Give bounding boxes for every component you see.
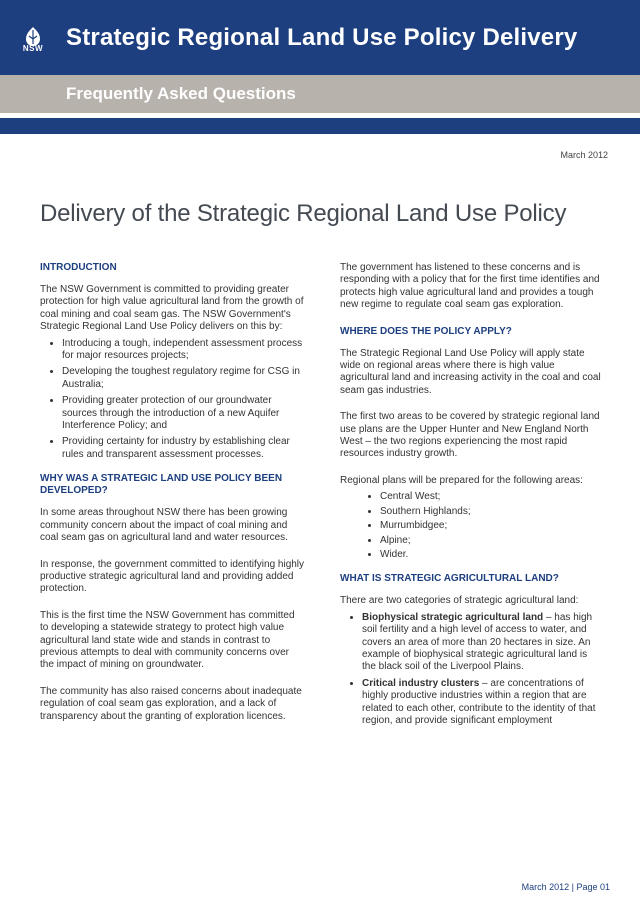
paragraph: The first two areas to be covered by strategic regional land use plans are the Upper Hunter and New England North West – the two regions experiencing the most rapid resources industry growth.	[340, 411, 600, 460]
page-footer: March 2012 | Page 01	[521, 882, 610, 892]
document-date: March 2012	[560, 150, 608, 160]
subtitle-bar	[0, 75, 640, 113]
regions-list	[340, 491, 602, 561]
document-series-title: Strategic Regional Land Use Policy Delivery	[66, 24, 578, 51]
list-item: • Developing the toughest regulatory regime for CSG in Australia;	[62, 366, 305, 391]
list-item: • Introducing a tough, independent assessment process for major resources projects;	[62, 338, 305, 363]
list-item: • Southern Highlands;	[380, 506, 602, 518]
list-item: • Murrumbidgee;	[380, 520, 602, 532]
category-text: – has high soil fertility and a high level of access to water, and covers an area of more than 20 hectares in size. An example of biophysical strategic agricultural land is the black soil of the Liverpool Plains.	[362, 611, 593, 673]
list-item: • Central West;	[380, 491, 602, 503]
document-subtitle: Frequently Asked Questions	[66, 84, 296, 103]
paragraph: This is the first time the NSW Government has committed to developing a statewide strategy to protect high value agricultural land state wide and stands in contrast to previous attempts to deal with community concerns over the impact of mining on groundwater.	[40, 609, 295, 671]
section-heading-introduction: INTRODUCTION	[40, 262, 117, 273]
intro-paragraph: The NSW Government is committed to providing greater protection for high value agricultural land from the growth of coal mining and coal seam gas. The NSW Government's Strategic Regional Land Use Policy delivers on this by:	[40, 284, 304, 333]
blue-divider-stripe	[0, 118, 640, 134]
category-text: – are concentrations of highly productive industries within a region that are related to each other, contribute to the identity of that region, and provide significant employment	[362, 677, 596, 726]
right-column	[340, 262, 602, 739]
paragraph: The community has also raised concerns about inadequate regulation of coal seam gas exploration, and a lack of transparency about the granting of exploration licences.	[40, 685, 302, 722]
list-item: • Providing greater protection of our groundwater sources through the introduction of a new Aquifer Interference Policy; and	[62, 395, 305, 432]
category-title: Biophysical strategic agricultural land	[362, 611, 544, 623]
section-heading-what: WHAT IS STRATEGIC AGRICULTURAL LAND?	[340, 573, 559, 585]
categories-list	[340, 612, 602, 728]
section-heading-where: WHERE DOES THE POLICY APPLY?	[340, 325, 512, 337]
list-item: • Alpine;	[380, 535, 602, 547]
intro-bullet-list	[40, 338, 305, 462]
paragraph: There are two categories of strategic agricultural land:	[340, 595, 579, 607]
left-column	[40, 262, 305, 737]
list-item: • Wider.	[380, 549, 602, 561]
list-item: • Providing certainty for industry by establishing clear rules and transparent assessment processes.	[62, 436, 305, 461]
section-heading-why: WHY WAS A STRATEGIC LAND USE POLICY BEEN DEVELOPED?	[40, 473, 283, 497]
paragraph: In some areas throughout NSW there has been growing community concern about the impact of coal mining and coal seam gas on agricultural land and water resources.	[40, 507, 288, 544]
category-title: Critical industry clusters	[362, 677, 480, 689]
list-item	[362, 612, 602, 674]
page-headline: Delivery of the Strategic Regional Land Use Policy	[40, 200, 567, 227]
list-item	[362, 678, 602, 728]
paragraph: In response, the government committed to identifying highly productive strategic agricultural land and providing added protection.	[40, 558, 305, 595]
paragraph: The Strategic Regional Land Use Policy will apply state wide on regional areas where there is high value agricultural land and increasing activity in the coal and coal seam gas industries.	[340, 347, 601, 396]
logo-text: NSW	[22, 44, 44, 53]
header-bar	[0, 0, 640, 75]
continued-paragraph: The government has listened to these concerns and is responding with a policy that for the first time identifies and protects high value agricultural land and provides a tough new regime to regulate coal seam gas exploration.	[340, 262, 600, 311]
paragraph: Regional plans will be prepared for the following areas:	[340, 474, 583, 486]
